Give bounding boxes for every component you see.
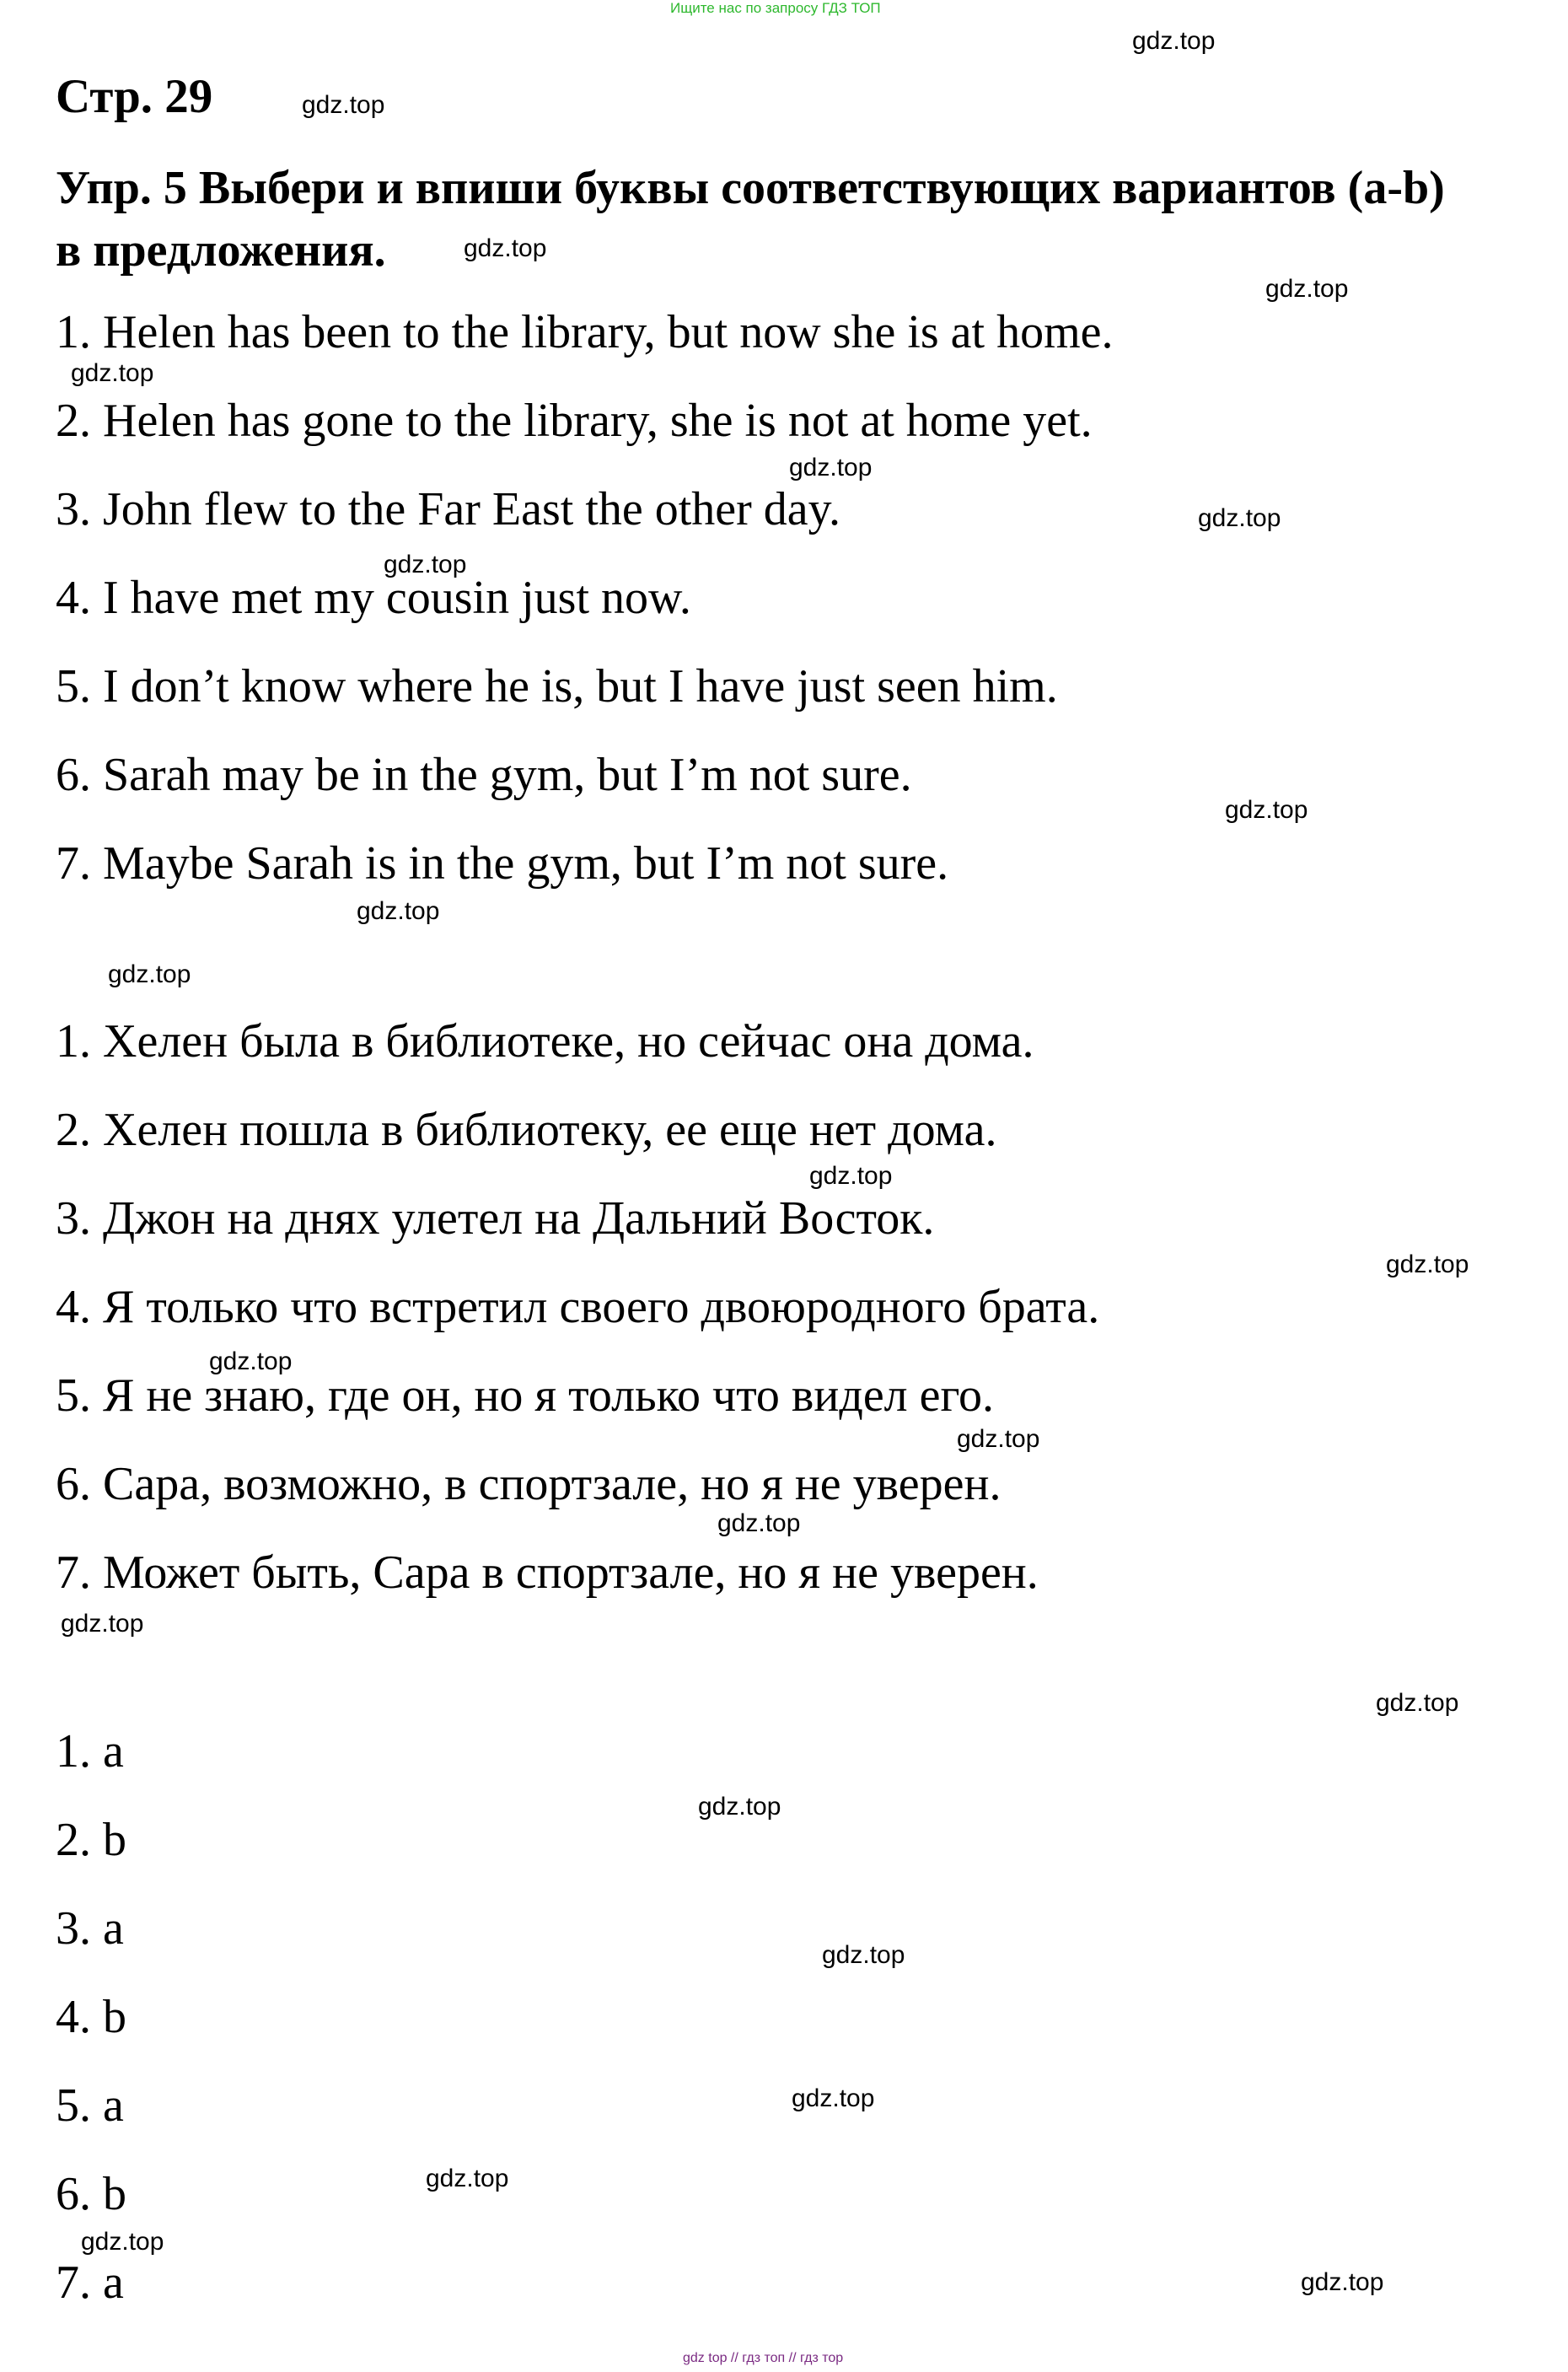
page-number: Стр. 29: [56, 70, 213, 123]
watermark: gdz.top: [1301, 2268, 1384, 2296]
russian-sentence: 5. Я не знаю, где он, но я только что видел его.: [56, 1369, 995, 1422]
watermark: gdz.top: [81, 2228, 164, 2256]
watermark: gdz.top: [789, 454, 873, 481]
watermark: gdz.top: [1386, 1251, 1469, 1278]
watermark: gdz.top: [61, 1610, 144, 1638]
watermark: gdz.top: [809, 1162, 893, 1190]
top-note: Ищите нас по запросу ГДЗ ТОП: [670, 0, 881, 16]
watermark: gdz.top: [71, 359, 154, 387]
watermark: gdz.top: [792, 2084, 875, 2112]
watermark: gdz.top: [1225, 796, 1308, 824]
watermark: gdz.top: [1132, 27, 1216, 55]
answer-item: 6. b: [56, 2168, 126, 2220]
watermark: gdz.top: [357, 897, 440, 925]
english-sentence: 7. Maybe Sarah is in the gym, but I’m not sure.: [56, 837, 949, 890]
answer-item: 1. a: [56, 1725, 124, 1778]
english-sentence: 1. Helen has been to the library, but now she is at home.: [56, 306, 1114, 358]
russian-sentence: 4. Я только что встретил своего двоюродного брата.: [56, 1281, 1100, 1333]
english-sentence: 5. I don’t know where he is, but I have just seen him.: [56, 660, 1058, 713]
answer-item: 4. b: [56, 1991, 126, 2043]
english-sentence: 4. I have met my cousin just now.: [56, 572, 691, 624]
russian-sentence: 2. Хелен пошла в библиотеку, ее еще нет дома.: [56, 1104, 997, 1156]
watermark: gdz.top: [384, 551, 467, 578]
watermark: gdz.top: [698, 1793, 781, 1821]
russian-sentence: 1. Хелен была в библиотеке, но сейчас она дома.: [56, 1015, 1034, 1068]
watermark: gdz.top: [209, 1347, 293, 1375]
answer-item: 7. a: [56, 2256, 124, 2309]
watermark: gdz.top: [717, 1509, 801, 1537]
watermark: gdz.top: [464, 234, 547, 262]
watermark: gdz.top: [957, 1425, 1040, 1453]
bottom-note: gdz top // гдз топ // гдз тор: [683, 2351, 844, 2365]
english-sentence: 2. Helen has gone to the library, she is not at home yet.: [56, 395, 1093, 447]
watermark: gdz.top: [1265, 275, 1349, 303]
watermark: gdz.top: [1198, 504, 1281, 532]
russian-sentence: 3. Джон на днях улетел на Дальний Восток.: [56, 1192, 935, 1245]
answer-item: 5. a: [56, 2079, 124, 2132]
watermark: gdz.top: [108, 960, 191, 988]
answer-item: 3. a: [56, 1902, 124, 1955]
russian-sentence: 7. Может быть, Сара в спортзале, но я не уверен.: [56, 1546, 1039, 1599]
exercise-title-line-1: Упр. 5 Выбери и впиши буквы соответствующих вариантов (a-b): [56, 162, 1445, 214]
russian-sentence: 6. Сара, возможно, в спортзале, но я не уверен.: [56, 1458, 1001, 1510]
watermark: gdz.top: [822, 1941, 905, 1969]
exercise-title-line-2: в предложения.: [56, 224, 386, 277]
english-sentence: 6. Sarah may be in the gym, but I’m not sure.: [56, 749, 912, 801]
watermark: gdz.top: [302, 91, 385, 119]
english-sentence: 3. John flew to the Far East the other day.: [56, 483, 841, 535]
watermark: gdz.top: [1376, 1689, 1459, 1717]
watermark: gdz.top: [426, 2165, 509, 2192]
answer-item: 2. b: [56, 1814, 126, 1866]
